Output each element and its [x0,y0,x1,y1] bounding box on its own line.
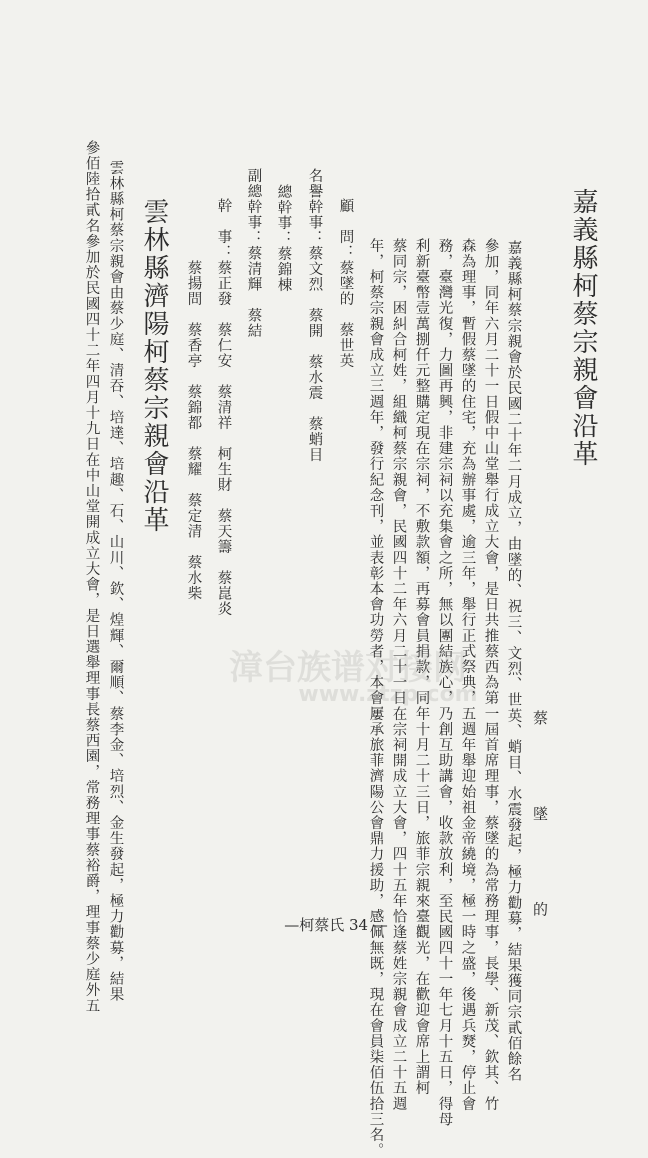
section1-paragraph-4: 務，臺灣光復，力圖再興，非建宗祠以充集會之所，無以團結族心，乃創互助講會，收款放利，至民國四十一年七月十五日，得母 [436,238,453,1128]
section1-paragraph-6: 蔡同宗，困糾合柯姓，組織柯蔡宗親會，民國四十二年六月二十一日在宗祠開成立大會，四十五年恰逢蔡姓宗親會成立二十五週 [390,238,407,1112]
section2-paragraph-1: 雲林縣柯蔡宗親會由蔡少庭、清吞、培達、培趣、石、山川、欽、煌輝、爾順、蔡李金、培烈、金生發起，極力勸募，結果 [107,160,124,1003]
section2-paragraph-2: 參佰陸拾貳名參加於民國四十二年四月十九日在中山堂開成立大會，是日選舉理事長蔡西園，常務理事蔡裕爵，理事蔡少庭外五 [83,140,100,1014]
section1-paragraph-1: 嘉義縣柯蔡宗親會於民國二十年二月成立，由墜的、祝三、文烈、世英、蛸目、水震發起，極力勸募，結果獲同宗貳佰餘名 [505,240,522,1083]
section2-title: 雲林縣濟陽柯蔡宗親會沿革 [139,198,169,534]
section1-paragraph-7: 年，柯蔡宗親會成立三週年，發行紀念刊，並表彰本會功勞者，本會屢承旅菲濟陽公會鼎力援助，感佩無既，現在會員柒佰伍拾三名。 [367,238,384,1158]
watermark-url: www.ztzp.com [298,682,478,707]
section1-paragraph-2: 參加，同年六月二十一日假中山堂舉行成立大會，是日共推蔡西為第一屆首席理事，蔡墜的為常務理事，長學、新茂、欽其、竹 [482,238,499,1112]
page-number: —柯蔡氏 34 — [284,916,388,934]
section1-author: 蔡 墜 的 [531,710,549,955]
roster-staff-1: 幹 事：蔡正發 蔡仁安 蔡清祥 柯生財 蔡天籌 蔡崑炎 [215,198,232,617]
roster-staff-2: 蔡揚問 蔡香亭 蔡錦都 蔡耀 蔡定清 蔡水柴 [185,198,202,601]
watermark-text: 漳台族谱对接网 [229,648,467,688]
section1-paragraph-3: 森為理事，暫假蔡墜的住宅，充為辦事處，逾三年，舉行正式祭典，五週年舉迎始祖金帝繞境，極一時之盛，後遇兵燹，停止會 [459,238,476,1112]
roster-chief: 總幹事：蔡錦棟 [275,184,292,293]
section1-title: 嘉義縣柯蔡宗親會沿革 [568,188,598,468]
roster-advisors: 顧 問：蔡墜的 蔡世英 [337,198,354,369]
roster-deputy: 副總幹事：蔡清輝 蔡結 [245,168,262,339]
section1-paragraph-5: 利新臺幣壹萬捌仟元整購定現在宗祠，不敷款額，再募會員捐款，同年十月二十三日，旅菲宗親來臺觀光，在歡迎會席上謂柯 [413,238,430,1096]
roster-honorary: 名譽幹事：蔡文烈 蔡開 蔡水震 蔡蛸目 [306,168,323,463]
